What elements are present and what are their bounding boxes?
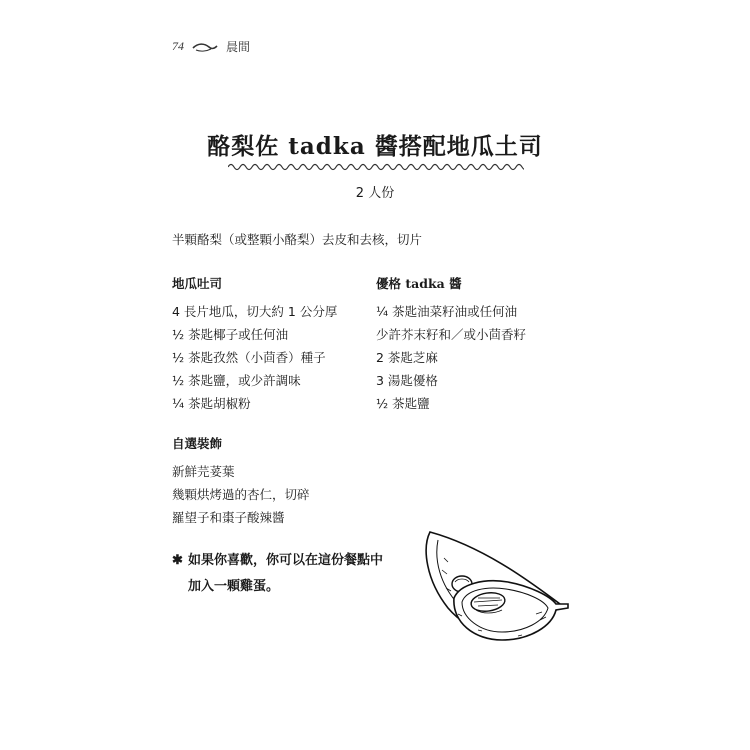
garnish-item: 幾顆烘烤過的杏仁，切碎 bbox=[172, 487, 310, 502]
swoosh-icon bbox=[192, 41, 218, 53]
garnish-item: 新鮮芫荽葉 bbox=[172, 464, 235, 479]
section-heading-garnish: 自選裝飾 bbox=[172, 436, 223, 451]
running-header bbox=[172, 38, 250, 55]
ingredient-item: 3 湯匙優格 bbox=[376, 373, 438, 388]
ingredient-item: ½ 茶匙孜然（小茴香）種子 bbox=[172, 350, 326, 365]
asterisk-icon: ✱ bbox=[172, 553, 183, 568]
ingredient-item: 2 茶匙芝麻 bbox=[376, 350, 438, 365]
intro-ingredient: 半顆酪梨（或整顆小酪梨）去皮和去核，切片 bbox=[172, 232, 423, 247]
note-line-1: 如果你喜歡，你可以在這份餐點中 bbox=[188, 553, 384, 568]
toast-section bbox=[172, 274, 337, 415]
ingredient-item: ½ 茶匙鹽，或少許調味 bbox=[172, 373, 301, 388]
ingredient-item: 少許芥末籽和／或小茴香籽 bbox=[376, 327, 527, 342]
note-line-2: 加入一顆雞蛋。 bbox=[188, 579, 280, 594]
avocado-illustration bbox=[418, 518, 580, 650]
section-heading-sauce: 優格 tadka 醬 bbox=[376, 276, 462, 291]
page-number: 74 bbox=[172, 39, 184, 53]
servings: 2 人份 bbox=[355, 186, 395, 201]
section-heading-toast: 地瓜吐司 bbox=[172, 276, 223, 291]
sauce-section bbox=[376, 274, 526, 415]
garnish-section bbox=[172, 434, 310, 529]
ingredient-item: ½ 茶匙鹽 bbox=[376, 396, 430, 411]
ingredient-item: 4 長片地瓜，切大約 1 公分厚 bbox=[172, 304, 338, 319]
ingredient-item: ½ 茶匙椰子或任何油 bbox=[172, 327, 289, 342]
ingredient-item: ¼ 茶匙胡椒粉 bbox=[172, 396, 251, 411]
wavy-underline bbox=[228, 160, 524, 174]
recipe-title: 酪梨佐 tadka 醬搭配地瓜土司 bbox=[207, 133, 543, 160]
recipe-note bbox=[172, 548, 383, 600]
chapter-name: 晨間 bbox=[226, 40, 251, 54]
ingredient-item: ¼ 茶匙油菜籽油或任何油 bbox=[376, 304, 518, 319]
garnish-item: 羅望子和棗子酸辣醬 bbox=[172, 510, 285, 525]
